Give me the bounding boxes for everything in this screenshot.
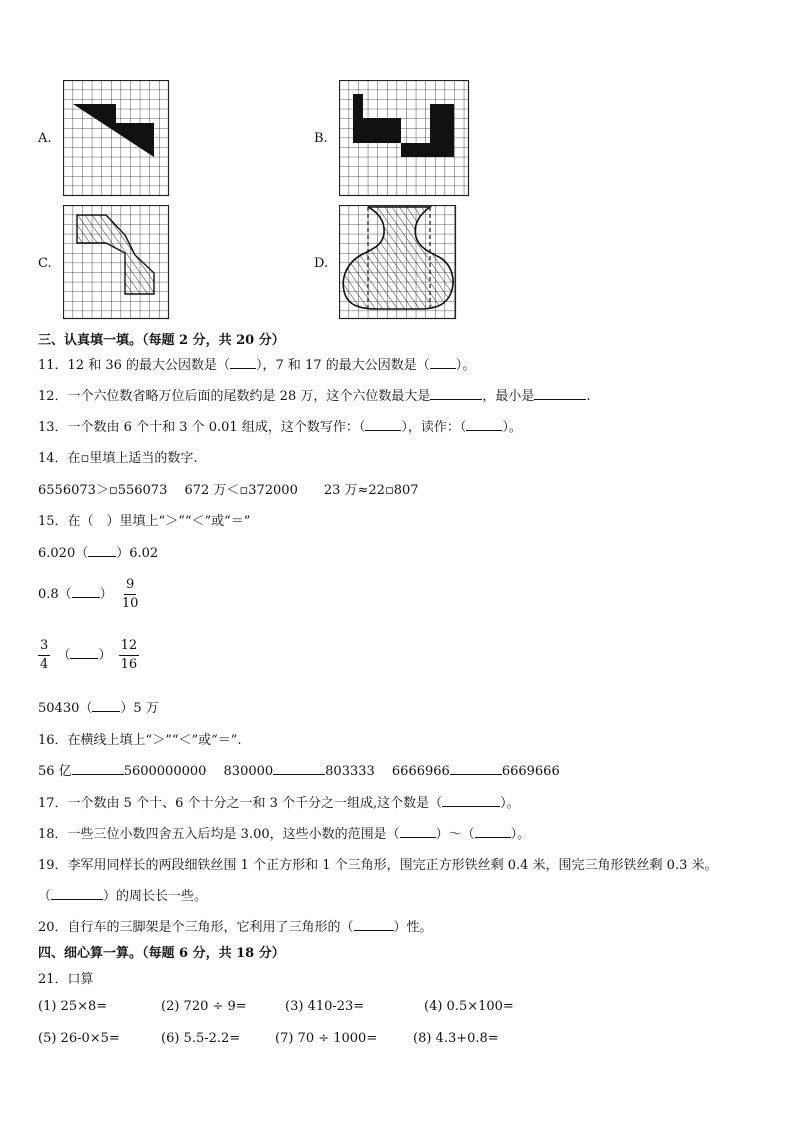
calc-item-1: (1) 25×8= bbox=[38, 999, 108, 1014]
question-15-title: 15．在（ ）里填上“＞”“＜”或“＝” bbox=[38, 514, 251, 529]
calc-item-3: (3) 410-23= bbox=[285, 999, 365, 1014]
answer-blank[interactable] bbox=[230, 356, 256, 369]
option-a-label: A. bbox=[38, 131, 52, 146]
answer-blank[interactable] bbox=[450, 762, 502, 775]
option-c-label: C. bbox=[38, 256, 52, 271]
calc-item-6: (6) 5.5-2.2= bbox=[161, 1031, 241, 1046]
fraction: $\frac{12}{16}$ bbox=[120, 638, 138, 672]
answer-blank[interactable] bbox=[70, 646, 98, 659]
calc-item-7: (7) 70 ÷ 1000= bbox=[275, 1031, 378, 1046]
answer-blank[interactable] bbox=[466, 418, 502, 431]
section4-title: 四、细心算一算。（每题 6 分，共 18 分） bbox=[38, 946, 285, 961]
calc-item-2: (2) 720 ÷ 9= bbox=[161, 999, 247, 1014]
question-15-row2: 0.8（ ） $\frac{9}{10}$ bbox=[38, 577, 139, 611]
figure-d-grid bbox=[339, 205, 457, 320]
answer-blank[interactable] bbox=[365, 418, 401, 431]
option-b-label: B. bbox=[314, 131, 328, 146]
figure-a-grid bbox=[63, 80, 170, 197]
question-16-line: 56 亿 5600000000 830000 803333 6666966 6669666 bbox=[38, 764, 560, 779]
question-13: 13．一个数由 6 个十和 3 个 0.01 组成，这个数写作：（ ），读作：（ ）。 bbox=[38, 420, 522, 435]
answer-blank[interactable] bbox=[442, 794, 500, 807]
question-12: 12．一个六位数省略万位后面的尾数约是 28 万，这个六位数最大是 ，最小是 . bbox=[38, 389, 591, 404]
answer-blank[interactable] bbox=[475, 825, 511, 838]
calc-item-4: (4) 0.5×100= bbox=[424, 999, 514, 1014]
answer-blank[interactable] bbox=[354, 918, 394, 931]
question-16-title: 16．在横线上填上“＞”“＜”或“＝”. bbox=[38, 733, 242, 748]
option-d-label: D. bbox=[314, 256, 329, 271]
question-17: 17．一个数由 5 个十、6 个十分之一和 3 个千分之一组成,这个数是（ ）。 bbox=[38, 796, 520, 811]
answer-blank[interactable] bbox=[72, 585, 100, 598]
answer-blank[interactable] bbox=[88, 544, 116, 557]
question-15-row4: 50430（ ）5 万 bbox=[38, 701, 159, 716]
question-21-title: 21．口算 bbox=[38, 972, 94, 987]
answer-blank[interactable] bbox=[72, 762, 124, 775]
answer-blank[interactable] bbox=[430, 387, 482, 400]
figure-c-grid bbox=[63, 205, 170, 320]
calc-item-8: (8) 4.3+0.8= bbox=[413, 1031, 499, 1046]
question-14-line: 6556073＞▫556073 672 万＜▫372000 23 万≈22▫807 bbox=[38, 483, 419, 498]
question-15-row1: 6.020（ ）6.02 bbox=[38, 546, 159, 561]
figure-b-grid bbox=[339, 80, 470, 197]
question-19-line1: 19．李军用同样长的两段细铁丝围 1 个正方形和 1 个三角形，围完正方形铁丝剩 0.4 米，围完三角形铁丝剩 0.3 米。 bbox=[38, 858, 718, 873]
fraction: $\frac{9}{10}$ bbox=[121, 577, 139, 611]
question-15-row3: $\frac{3}{4}$ （ ） $\frac{12}{16}$ bbox=[40, 638, 138, 672]
question-11: 11．12 和 36 的最大公因数是（ ），7 和 17 的最大公因数是（ ）。 bbox=[38, 358, 476, 373]
fraction: $\frac{3}{4}$ bbox=[40, 638, 49, 672]
question-14-title: 14．在▫里填上适当的数字. bbox=[38, 451, 198, 466]
section3-title: 三、认真填一填。（每题 2 分，共 20 分） bbox=[38, 333, 285, 348]
question-19-line2: （ ）的周长长一些。 bbox=[38, 889, 208, 904]
answer-blank[interactable] bbox=[51, 887, 103, 900]
answer-blank[interactable] bbox=[273, 762, 325, 775]
answer-blank[interactable] bbox=[400, 825, 436, 838]
answer-blank[interactable] bbox=[92, 699, 120, 712]
question-20: 20．自行车的三脚架是个三角形，它利用了三角形的（ ）性。 bbox=[38, 920, 433, 935]
answer-blank[interactable] bbox=[430, 356, 456, 369]
answer-blank[interactable] bbox=[534, 387, 586, 400]
question-18: 18．一些三位小数四舍五入后均是 3.00，这些小数的范围是（ ）～（ ）。 bbox=[38, 827, 531, 842]
calc-item-5: (5) 26-0×5= bbox=[38, 1031, 120, 1046]
